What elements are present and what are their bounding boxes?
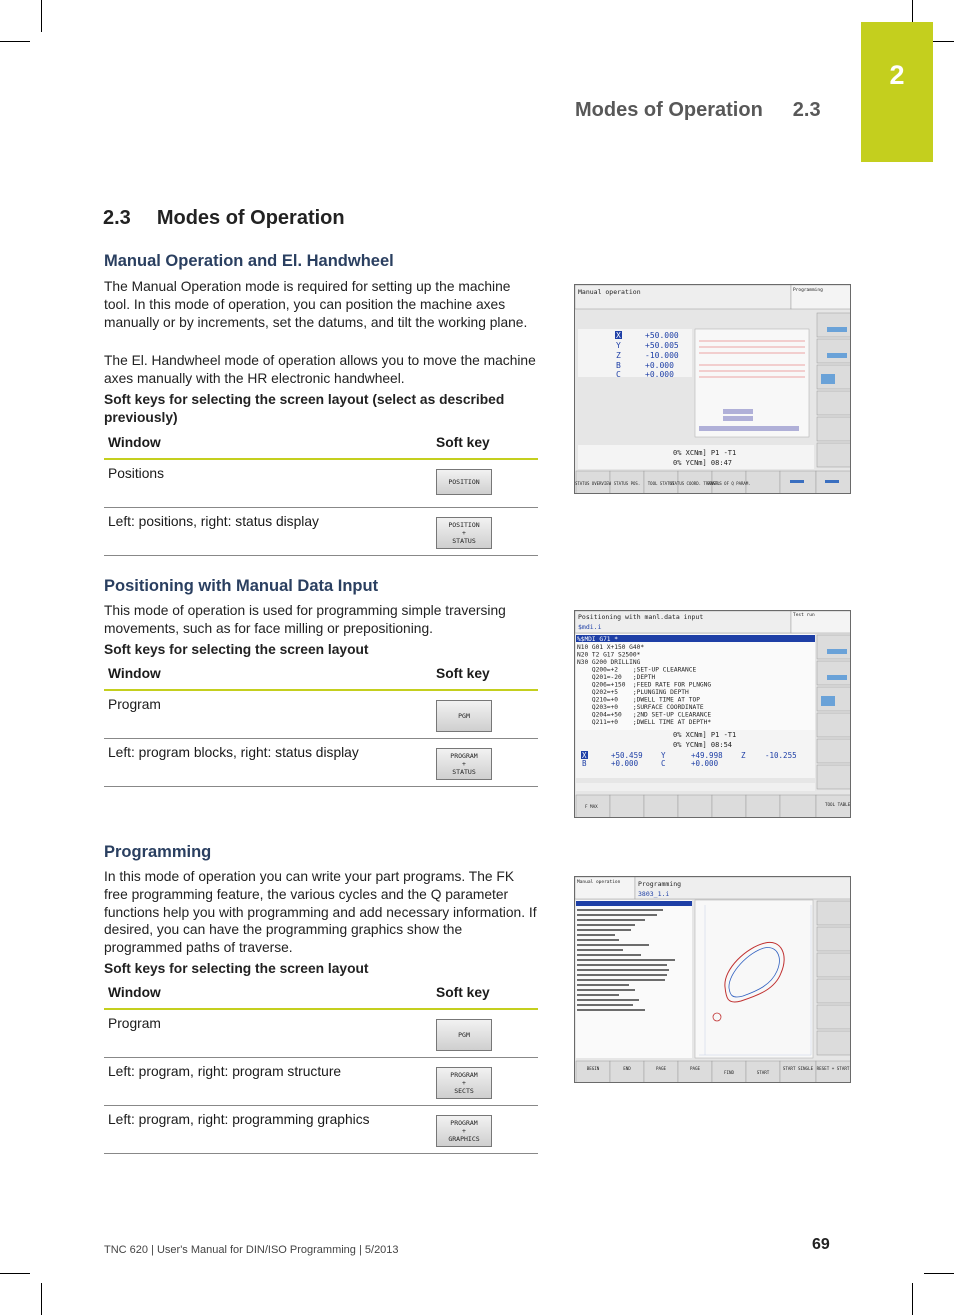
screen-softkey: STATUS OF Q PARAM. xyxy=(707,481,751,486)
axis-letter: X xyxy=(582,751,587,760)
code-line: Q201=-20 ;DEPTH xyxy=(577,674,656,681)
status-line: 0% XCNm] P1 -T1 xyxy=(673,449,737,457)
mdi-paragraph-1: This mode of operation is used for programming simple traversing movements, such as for face milling or prepositioning. xyxy=(104,603,506,636)
axis-value: +50.459 xyxy=(611,751,643,760)
chapter-number: 2 xyxy=(889,60,905,90)
screen-softkey: PAGE xyxy=(689,1066,701,1071)
crop-mark xyxy=(41,0,42,32)
screen-softkey: START xyxy=(756,1070,770,1075)
screen-softkey: STATUS POS. xyxy=(613,481,641,486)
manual-paragraph-1: The Manual Operation mode is required for setting up the machine tool. In this mode of operation, you can position the machine axes manually or by increments, set the datums, and tilt the working plane. xyxy=(104,279,528,330)
footer-text: TNC 620 | User's Manual for DIN/ISO Programming | 5/2013 xyxy=(104,1244,399,1256)
screen-softkey: F MAX xyxy=(585,804,598,809)
manual-paragraph-2: The El. Handwheel mode of operation allows you to move the machine axes manually with the HR electronic handwheel. xyxy=(104,353,536,386)
manual-heading: Manual Operation and El. Handwheel xyxy=(104,252,394,270)
section-title: Modes of Operation xyxy=(156,207,345,229)
position-status-softkey[interactable]: POSITION + STATUS xyxy=(436,517,492,549)
softkey-column-header: Soft key xyxy=(432,977,538,1009)
crop-mark xyxy=(912,1283,913,1315)
page-number: 69 xyxy=(812,1236,830,1253)
axis-letter: Y xyxy=(616,341,621,350)
screen-softkey: END xyxy=(623,1066,631,1071)
screen-title: Programming xyxy=(638,880,682,888)
table-header-row xyxy=(104,658,538,690)
softkey-column-header: Soft key xyxy=(432,658,538,690)
table-row xyxy=(104,1106,538,1154)
window-column-header: Window xyxy=(104,427,432,459)
running-header xyxy=(575,99,821,122)
screen-title: Positioning with manl.data input xyxy=(578,613,704,621)
programming-screenshot xyxy=(574,876,851,1083)
screen-softkey: RESET + START xyxy=(816,1066,850,1071)
table-row xyxy=(104,739,538,787)
code-line: Q200=+2 ;SET-UP CLEARANCE xyxy=(577,666,697,674)
screen-title: Manual operation xyxy=(578,288,641,296)
manual-softkeys-caption: Soft keys for selecting the screen layout (select as described previously) xyxy=(104,392,505,425)
crop-mark xyxy=(0,41,30,42)
window-column-header: Window xyxy=(104,977,432,1009)
code-line: %$MDI G71 * xyxy=(577,636,618,643)
programming-softkey-table xyxy=(104,977,538,1154)
mdi-softkeys-caption: Soft keys for selecting the screen layout xyxy=(104,642,369,657)
programming-paragraph-1: In this mode of operation you can write your part programs. The FK free programming feature, the various cycles and the Q parameter functions help you with programming and add necessary information. If desired, you can have the programming graphics show the programmed paths of traverse. xyxy=(104,869,537,956)
window-cell: Left: program, right: programming graphics xyxy=(104,1106,432,1154)
axis-letter: X xyxy=(616,331,621,340)
softkey-column-header: Soft key xyxy=(432,427,538,459)
screen-corner: Programming xyxy=(793,288,823,293)
table-row xyxy=(104,690,538,739)
code-line: Q210=+0 ;DWELL TIME AT TOP xyxy=(577,696,700,704)
code-line: N10 G01 X+150 G40* xyxy=(577,644,645,651)
axis-letter: C xyxy=(616,370,621,379)
axis-letter: C xyxy=(661,759,666,768)
axis-value: +0.000 xyxy=(645,370,674,379)
screen-softkey: PAGE xyxy=(655,1066,667,1071)
table-row xyxy=(104,1058,538,1106)
code-line: N30 G200 DRILLING xyxy=(577,659,641,666)
screen-softkey: TOOL STATUS xyxy=(647,481,675,486)
program-sects-softkey[interactable]: PROGRAM + SECTS xyxy=(436,1067,492,1099)
code-line: N20 T2 G17 S2500* xyxy=(577,651,641,659)
table-row xyxy=(104,459,538,507)
running-header-title: Modes of Operation xyxy=(575,99,763,121)
code-line: Q202=+5 ;PLUNGING DEPTH xyxy=(577,689,689,696)
code-line: Q204=+50 ;2ND SET-UP CLEARANCE xyxy=(577,711,712,719)
manual-softkey-table xyxy=(104,427,538,556)
screen-softkey: FIND xyxy=(723,1070,735,1075)
screen-corner: Manual operation xyxy=(577,880,621,885)
status-line: 0% YCNm] 08:54 xyxy=(673,741,733,749)
chapter-tab xyxy=(861,22,933,162)
window-cell: Program xyxy=(104,690,432,739)
program-status-softkey[interactable]: PROGRAM + STATUS xyxy=(436,748,492,780)
axis-value: +50.000 xyxy=(645,331,679,340)
crop-mark xyxy=(0,1273,30,1274)
window-cell: Left: positions, right: status display xyxy=(104,507,432,555)
table-row xyxy=(104,507,538,555)
programming-heading: Programming xyxy=(104,843,212,861)
axis-value: +0.000 xyxy=(691,759,719,768)
screen-softkey: STATUS OVERVIEW xyxy=(575,481,612,486)
window-cell: Left: program, right: program structure xyxy=(104,1058,432,1106)
table-header-row xyxy=(104,427,538,459)
axis-letter: Z xyxy=(616,351,621,360)
pgm-softkey[interactable]: PGM xyxy=(436,1019,492,1051)
status-line: 0% YCNm] 08:47 xyxy=(673,459,733,467)
crop-mark xyxy=(41,1283,42,1315)
window-cell: Positions xyxy=(104,459,432,507)
window-cell: Program xyxy=(104,1009,432,1058)
code-line: Q203=+0 ;SURFACE COORDINATE xyxy=(577,704,704,711)
code-line: Q206=+150 ;FEED RATE FOR PLNGNG xyxy=(577,681,712,689)
window-column-header: Window xyxy=(104,658,432,690)
screen-softkey: STATUS COORD. TRANSF. xyxy=(669,481,721,486)
axis-value: +0.000 xyxy=(645,361,674,370)
section-heading xyxy=(103,207,345,230)
axis-value: -10.000 xyxy=(645,351,679,360)
section-number: 2.3 xyxy=(103,207,131,229)
axis-value: +0.000 xyxy=(611,759,639,768)
position-softkey[interactable]: POSITION xyxy=(436,469,492,495)
axis-letter: B xyxy=(616,361,621,370)
programming-softkeys-caption: Soft keys for selecting the screen layout xyxy=(104,961,369,976)
axis-value: +49.998 xyxy=(691,751,723,760)
screen-file: 3803_1.i xyxy=(638,890,670,898)
code-line: Q211=+0 ;DWELL TIME AT DEPTH* xyxy=(577,719,712,726)
screen-softkey: TOOL TABLE xyxy=(825,802,851,807)
table-row xyxy=(104,1009,538,1058)
screen-softkey: START SINGLE xyxy=(782,1066,814,1071)
screen-corner: Test run xyxy=(793,613,815,618)
mdi-softkey-table xyxy=(104,658,538,787)
mdi-screenshot xyxy=(574,610,851,818)
window-cell: Left: program blocks, right: status display xyxy=(104,739,432,787)
axis-letter: B xyxy=(582,759,587,768)
crop-mark xyxy=(924,1273,954,1274)
screen-file: $mdi.i xyxy=(578,623,602,631)
program-graphics-softkey[interactable]: PROGRAM + GRAPHICS xyxy=(436,1115,492,1147)
manual-operation-screenshot xyxy=(574,284,851,494)
axis-letter: Z xyxy=(741,751,746,760)
screen-softkey: BEGIN xyxy=(586,1066,600,1071)
running-header-number: 2.3 xyxy=(792,99,821,121)
mdi-heading: Positioning with Manual Data Input xyxy=(104,577,379,595)
status-line: 0% XCNm] P1 -T1 xyxy=(673,731,737,739)
pgm-softkey[interactable]: PGM xyxy=(436,700,492,732)
table-header-row xyxy=(104,977,538,1009)
axis-value: +50.005 xyxy=(645,341,679,350)
axis-value: -10.255 xyxy=(765,751,797,760)
axis-letter: Y xyxy=(661,751,666,760)
